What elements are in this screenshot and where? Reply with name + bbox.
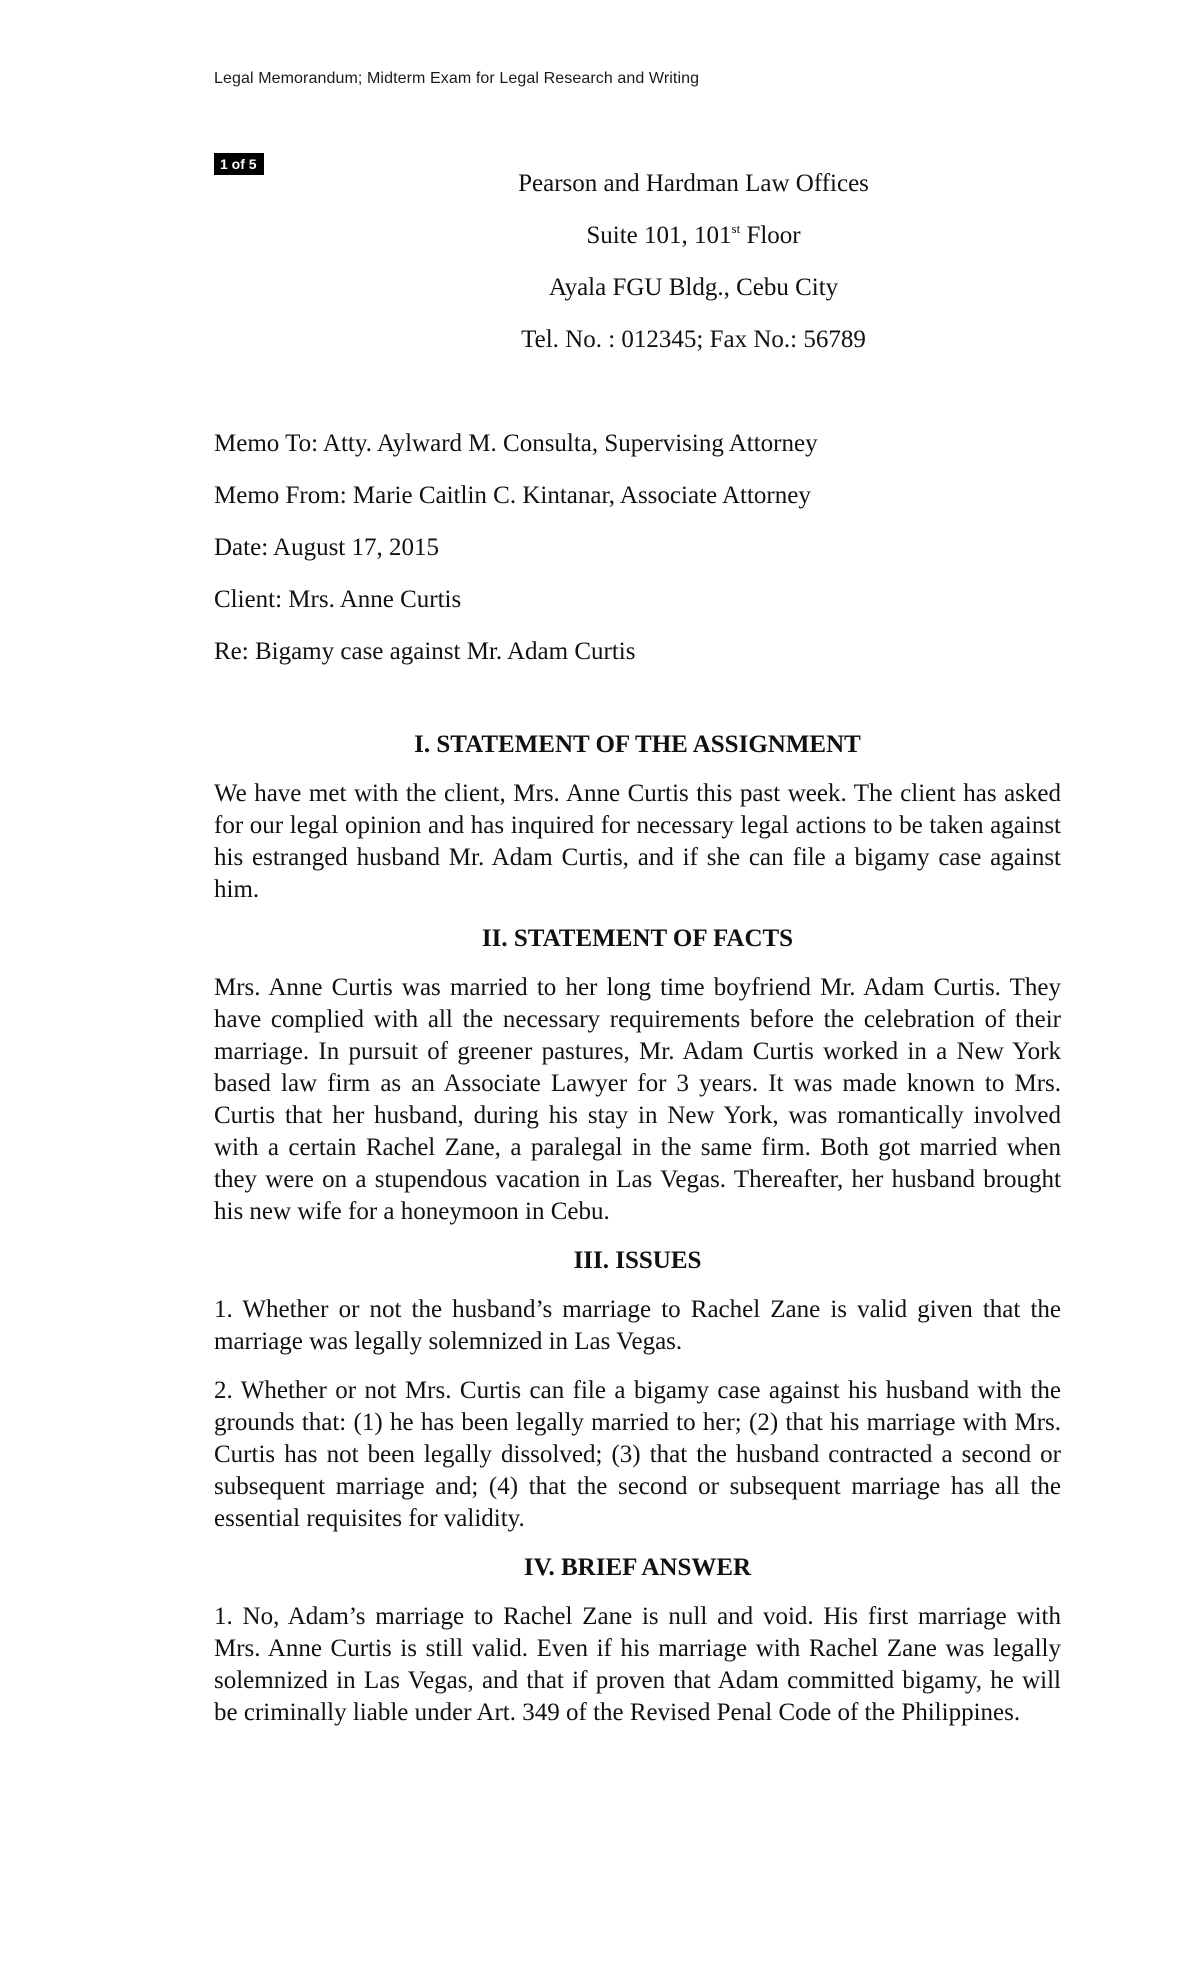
firm-name: Pearson and Hardman Law Offices xyxy=(518,170,869,197)
memo-from: Memo From: Marie Caitlin C. Kintanar, Associate Attorney xyxy=(214,482,811,509)
suite-text: Suite 101, 101 xyxy=(586,222,732,249)
memo-date: Date: August 17, 2015 xyxy=(214,534,439,561)
assignment-paragraph: We have met with the client, Mrs. Anne Curtis this past week. The client has asked for our legal opinion and has inquired for necessary legal actions to be taken against his estranged husband Mr. Adam Curtis, and if she can file a bigamy case against him. xyxy=(214,780,1061,903)
letterhead xyxy=(214,168,1061,376)
memo-to: Memo To: Atty. Aylward M. Consulta, Supervising Attorney xyxy=(214,430,818,457)
memo-header-fields xyxy=(214,428,1061,688)
issue-item: 2. Whether or not Mrs. Curtis can file a bigamy case against his husband with the grounds that: (1) he has been legally married to her; (2) that his marriage with Mrs. Curtis has not been legally dissolved; (3) that the husband contracted a second or subsequent marriage and; (4) that the second or subsequent marriage has all the essential requisites for validity. xyxy=(214,1377,1061,1532)
section-heading-issues: III. ISSUES xyxy=(573,1247,702,1274)
firm-building: Ayala FGU Bldg., Cebu City xyxy=(548,274,839,301)
section-heading-facts: II. STATEMENT OF FACTS xyxy=(481,925,794,952)
suite-ordinal: st xyxy=(731,221,741,236)
memo-client: Client: Mrs. Anne Curtis xyxy=(214,586,462,613)
brief-answer-item: 1. No, Adam’s marriage to Rachel Zane is null and void. His first marriage with Mrs. Anne Curtis is still valid. Even if his marriage with Rachel Zane was legally solemnized in Las Vegas, and that if proven that Adam committed bigamy, he will be criminally liable under Art. 349 of the Revised Penal Code of the Philippines. xyxy=(214,1603,1061,1726)
memo-re: Re: Bigamy case against Mr. Adam Curtis xyxy=(214,638,636,665)
running-header: Legal Memorandum; Midterm Exam for Legal Research and Writing xyxy=(214,70,700,87)
suite-floor: Floor xyxy=(740,222,801,249)
firm-contact: Tel. No. : 012345; Fax No.: 56789 xyxy=(521,326,866,353)
section-heading-brief-answer: IV. BRIEF ANSWER xyxy=(523,1554,752,1581)
memo-body xyxy=(214,168,1061,1746)
facts-paragraph: Mrs. Anne Curtis was married to her long time boyfriend Mr. Adam Curtis. They have complied with all the necessary requirements before the celebration of their marriage. In pursuit of greener pastures, Mr. Adam Curtis worked in a New York based law firm as an Associate Lawyer for 3 years. It was made known to Mrs. Curtis that her husband, during his stay in New York, was romantically involved with a certain Rachel Zane, a paralegal in the same firm. Both got married when they were on a stupendous vacation in Las Vegas. Thereafter, her husband brought his new wife for a honeymoon in Cebu. xyxy=(214,974,1061,1225)
firm-suite xyxy=(326,220,1061,272)
section-heading-assignment: I. STATEMENT OF THE ASSIGNMENT xyxy=(414,731,861,758)
page-number-badge: 1 of 5 xyxy=(214,153,264,175)
issue-item: 1. Whether or not the husband’s marriage to Rachel Zane is valid given that the marriage was legally solemnized in Las Vegas. xyxy=(214,1296,1061,1355)
